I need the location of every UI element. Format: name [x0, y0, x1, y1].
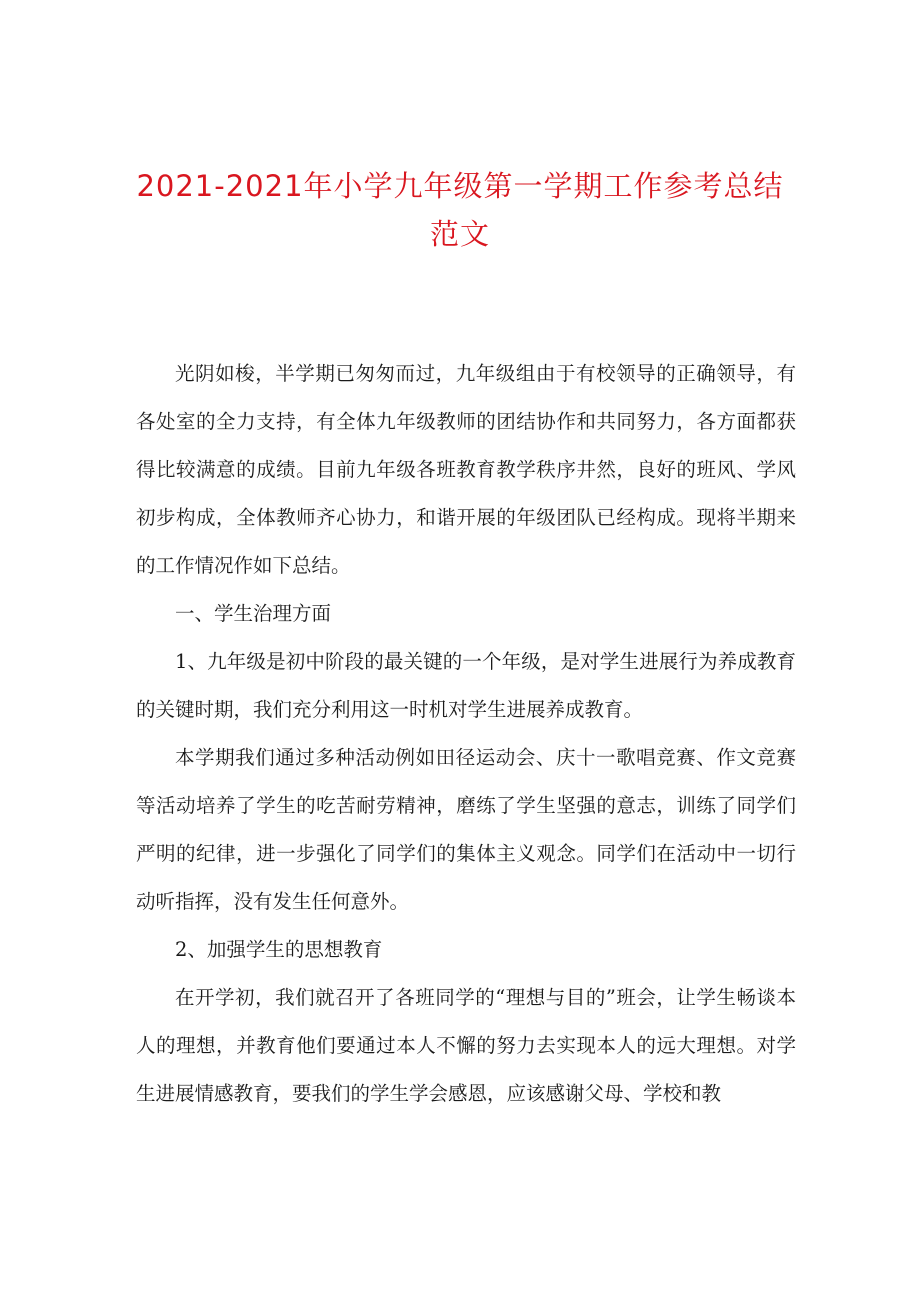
- document-body: [136, 350, 796, 1118]
- paragraph: 光阴如梭，半学期已匆匆而过，九年级组由于有校领导的正确领导，有各处室的全力支持，有全体九年级教师的团结协作和共同努力，各方面都获得比较满意的成绩。目前九年级各班教育教学秩序井然，良好的班风、学风初步构成，全体教师齐心协力，和谐开展的年级团队已经构成。现将半期来的工作情况作如下总结。: [136, 362, 796, 577]
- paragraph: 1、九年级是初中阶段的最关键的一个年级，是对学生进展行为养成教育的关键时期，我们充分利用这一时机对学生进展养成教育。: [136, 650, 796, 721]
- subsection-heading: 2、加强学生的思想教育: [175, 938, 383, 961]
- paragraph: 本学期我们通过多种活动例如田径运动会、庆十一歌唱竞赛、作文竞赛等活动培养了学生的吃苦耐劳精神，磨练了学生坚强的意志，训练了同学们严明的纪律，进一步强化了同学们的集体主义观念。同学们在活动中一切行动听指挥，没有发生任何意外。: [136, 746, 796, 913]
- document-title: 2021-2021年小学九年级第一学期工作参考总结范文: [136, 169, 784, 251]
- paragraph: 在开学初，我们就召开了各班同学的“理想与目的”班会，让学生畅谈本人的理想，并教育他们要通过本人不懈的努力去实现本人的远大理想。对学生进展情感教育，要我们的学生学会感恩，应该感谢父母、学校和教: [136, 986, 796, 1105]
- section-heading: 一、学生治理方面: [175, 602, 332, 625]
